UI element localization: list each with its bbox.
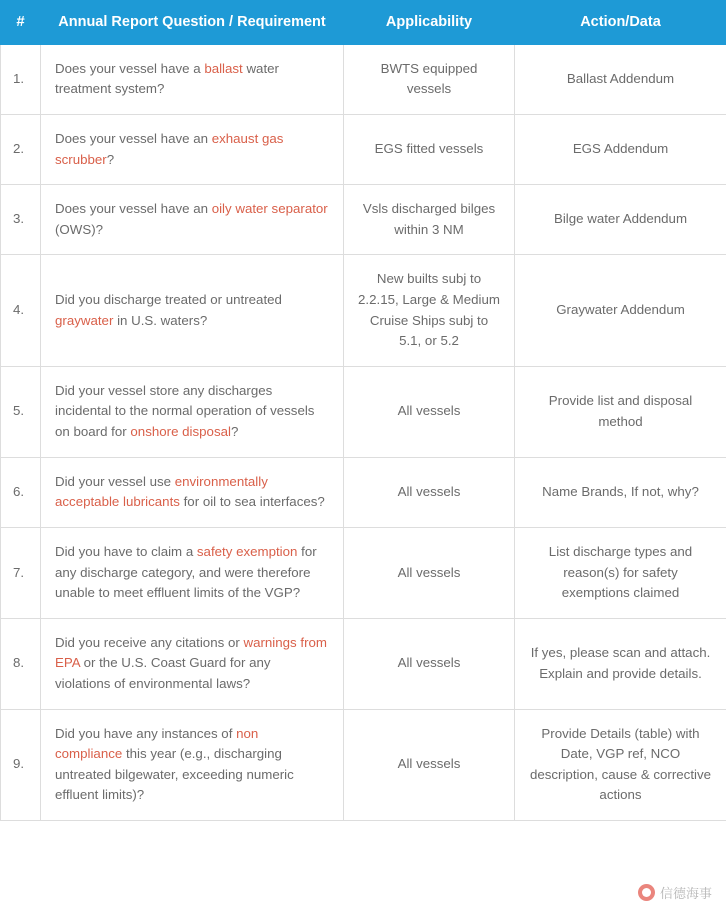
- row-question: [41, 618, 344, 709]
- row-action: Provide Details (table) with Date, VGP ref, NCO description, cause & corrective actions: [515, 709, 726, 820]
- row-applicability: BWTS equipped vessels: [344, 44, 515, 114]
- question-highlight: exhaust gas scrubber: [55, 130, 284, 167]
- question-highlight: warnings from EPA: [55, 634, 327, 671]
- table-row: [1, 709, 726, 820]
- row-number: 7.: [1, 527, 41, 618]
- row-applicability: All vessels: [344, 618, 515, 709]
- question-text: for any discharge category, and were therefore unable to meet effluent limits of the VGP?: [55, 543, 317, 601]
- question-text: or the U.S. Coast Guard for any violations of environmental laws?: [55, 655, 271, 691]
- row-number: 5.: [1, 366, 41, 457]
- question-text: Does your vessel have a: [55, 60, 205, 76]
- watermark: [638, 883, 712, 902]
- question-text: Does your vessel have an: [55, 130, 212, 146]
- question-text: ?: [230, 424, 239, 440]
- row-question: [41, 114, 344, 184]
- question-text: this year (e.g., discharging untreated bilgewater, exceeding numeric effluent limits)?: [55, 746, 294, 803]
- column-header-question: Annual Report Question / Requirement: [41, 1, 344, 45]
- question-text: for oil to sea interfaces?: [179, 494, 325, 510]
- table-row: [1, 457, 726, 527]
- row-applicability: All vessels: [344, 527, 515, 618]
- question-text: Did you have any instances of: [55, 725, 237, 741]
- table-row: [1, 527, 726, 618]
- question-text: water treatment system?: [55, 60, 279, 97]
- row-action: Bilge water Addendum: [515, 185, 726, 255]
- table-row: [1, 366, 726, 457]
- row-number: 2.: [1, 114, 41, 184]
- row-question: [41, 44, 344, 114]
- row-question: [41, 366, 344, 457]
- row-number: 8.: [1, 618, 41, 709]
- table-row: [1, 185, 726, 255]
- row-question: [41, 709, 344, 820]
- question-text: ?: [106, 151, 115, 167]
- row-number: 9.: [1, 709, 41, 820]
- watermark-text: 信德海事: [659, 887, 712, 902]
- table-body: [1, 44, 726, 820]
- question-highlight: onshore disposal: [130, 424, 231, 440]
- question-text: (OWS)?: [55, 221, 104, 237]
- row-number: 6.: [1, 457, 41, 527]
- table-row: [1, 618, 726, 709]
- column-header-action: Action/Data: [515, 1, 726, 45]
- table-header: [1, 1, 726, 45]
- question-text: Did your vessel use: [55, 473, 175, 489]
- question-text: Did you have to claim a: [55, 543, 197, 559]
- question-text: Did you discharge treated or untreated: [55, 292, 282, 308]
- row-question: [41, 457, 344, 527]
- question-highlight: ballast: [204, 60, 243, 76]
- column-header-number: #: [1, 1, 41, 45]
- watermark-logo-icon: [638, 884, 655, 901]
- question-text: Did your vessel store any discharges incidental to the normal operation of vessels on board for: [55, 382, 315, 440]
- question-text: Did you receive any citations or: [55, 634, 244, 650]
- row-question: [41, 527, 344, 618]
- table-row: [1, 44, 726, 114]
- table-row: [1, 114, 726, 184]
- row-question: [41, 255, 344, 366]
- question-highlight: oily water separator: [211, 201, 328, 217]
- row-applicability: All vessels: [344, 457, 515, 527]
- row-action: List discharge types and reason(s) for safety exemptions claimed: [515, 527, 726, 618]
- table-header-row: [1, 1, 726, 45]
- question-text: Does your vessel have an: [55, 201, 212, 217]
- column-header-applicability: Applicability: [344, 1, 515, 45]
- row-applicability: All vessels: [344, 709, 515, 820]
- row-action: Name Brands, If not, why?: [515, 457, 726, 527]
- question-highlight: safety exemption: [196, 543, 298, 559]
- question-highlight: non compliance: [55, 725, 259, 762]
- row-applicability: New builts subj to 2.2.15, Large & Medium Cruise Ships subj to 5.1, or 5.2: [344, 255, 515, 366]
- question-text: in U.S. waters?: [113, 312, 208, 328]
- row-applicability: Vsls discharged bilges within 3 NM: [344, 185, 515, 255]
- question-highlight: graywater: [55, 312, 114, 328]
- row-number: 4.: [1, 255, 41, 366]
- table-row: [1, 255, 726, 366]
- question-highlight: environmentally acceptable lubricants: [55, 473, 268, 510]
- row-action: Graywater Addendum: [515, 255, 726, 366]
- row-number: 1.: [1, 44, 41, 114]
- row-action: Provide list and disposal method: [515, 366, 726, 457]
- row-question: [41, 185, 344, 255]
- row-applicability: All vessels: [344, 366, 515, 457]
- row-action: Ballast Addendum: [515, 44, 726, 114]
- row-number: 3.: [1, 185, 41, 255]
- row-action: If yes, please scan and attach. Explain and provide details.: [515, 618, 726, 709]
- row-action: EGS Addendum: [515, 114, 726, 184]
- row-applicability: EGS fitted vessels: [344, 114, 515, 184]
